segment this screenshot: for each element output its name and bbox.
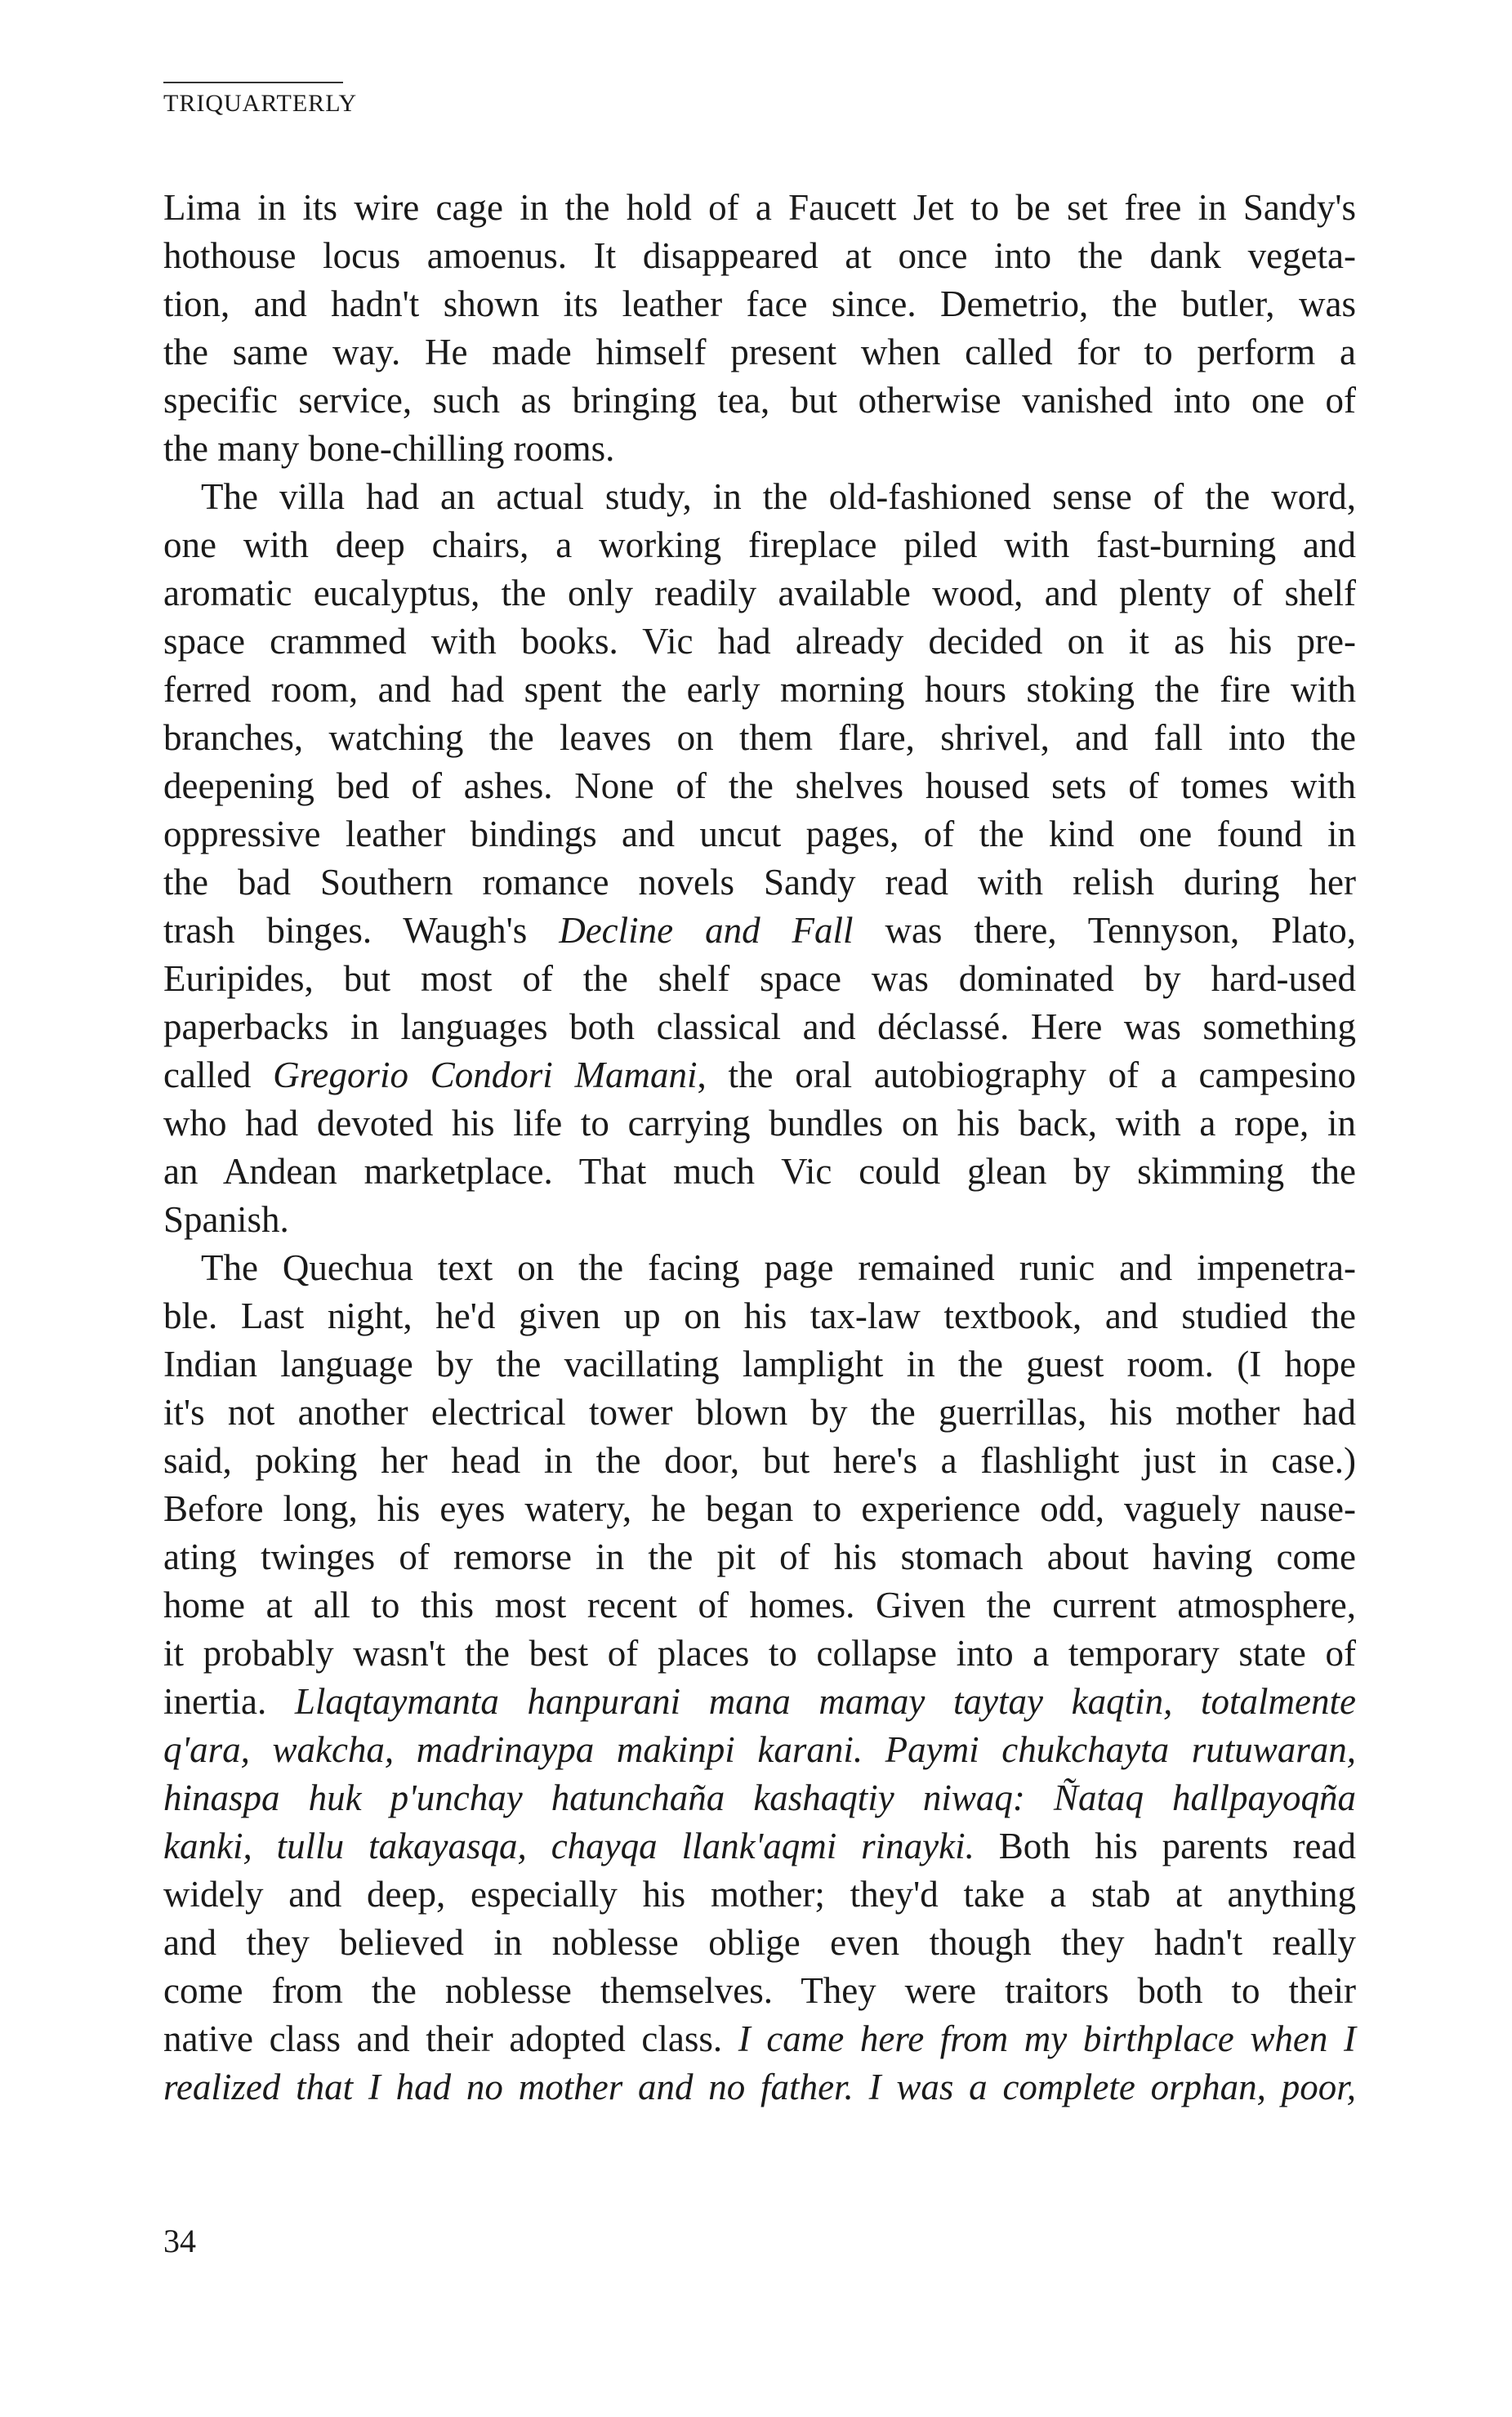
quechua-passage: kanki, tullu takayasqa, chayqa llank'aqmi rinayki. xyxy=(163,1826,975,1866)
text-line: home at all to this most recent of homes. Given the current atmosphere, xyxy=(163,1585,1356,1625)
text-segment: trash binges. Waugh's xyxy=(163,910,560,951)
text-line: ating twinges of remorse in the pit of his stomach about having come xyxy=(163,1536,1356,1577)
text-line: paperbacks in languages both classical and déclassé. Here was something xyxy=(163,1006,1356,1047)
text-line: it's not another electrical tower blown by the guerrillas, his mother had xyxy=(163,1392,1356,1433)
text-line: Lima in its wire cage in the hold of a Faucett Jet to be set free in Sandy's xyxy=(163,187,1356,228)
text-line: The Quechua text on the facing page remained runic and impenetra- xyxy=(201,1247,1356,1288)
text-line: the same way. He made himself present when called for to perform a xyxy=(163,332,1356,372)
text-line: said, poking her head in the door, but here's a flashlight just in case.) xyxy=(163,1440,1356,1481)
text-line: widely and deep, especially his mother; they'd take a stab at anything xyxy=(163,1874,1356,1915)
text-segment: native class and their adopted class. xyxy=(163,2018,738,2059)
text-segment: called xyxy=(163,1055,274,1095)
header-rule xyxy=(163,82,343,83)
text-line xyxy=(163,2015,1356,2063)
translation-passage: I came here from my birthplace when I xyxy=(738,2018,1356,2059)
text-line: one with deep chairs, a working fireplace piled with fast-burning and xyxy=(163,524,1356,565)
translation-passage-line: realized that I had no mother and no father. I was a complete orphan, poor, xyxy=(163,2067,1356,2107)
text-line xyxy=(163,907,1356,955)
text-line: ferred room, and had spent the early morning hours stoking the fire with xyxy=(163,669,1356,710)
text-line: the many bone-chilling rooms. xyxy=(163,428,615,469)
journal-title: TRIQUARTERLY xyxy=(163,90,358,117)
text-line: space crammed with books. Vic had already decided on it as his pre- xyxy=(163,621,1356,662)
paragraph-1 xyxy=(163,184,1356,473)
text-line: Euripides, but most of the shelf space was dominated by hard-used xyxy=(163,958,1356,999)
text-line xyxy=(163,1822,1356,1871)
text-segment: inertia. xyxy=(163,1681,295,1722)
text-line: Before long, his eyes watery, he began to experience odd, vaguely nause- xyxy=(163,1488,1356,1529)
text-line: oppressive leather bindings and uncut pages, of the kind one found in xyxy=(163,814,1356,854)
text-line xyxy=(163,1051,1356,1099)
text-line: hothouse locus amoenus. It disappeared at once into the dank vegeta- xyxy=(163,235,1356,276)
text-line: an Andean marketplace. That much Vic could glean by skimming the xyxy=(163,1151,1356,1192)
text-line: it probably wasn't the best of places to collapse into a temporary state of xyxy=(163,1633,1356,1674)
text-line: Indian language by the vacillating lamplight in the guest room. (I hope xyxy=(163,1344,1356,1385)
text-segment: Both his parents read xyxy=(974,1826,1356,1866)
book-title-decline-and-fall: Decline and Fall xyxy=(559,910,854,951)
text-segment: was there, Tennyson, Plato, xyxy=(853,910,1356,951)
running-header xyxy=(163,82,358,118)
text-line: and they believed in noblesse oblige even though they hadn't really xyxy=(163,1922,1356,1963)
quechua-passage: Llaqtaymanta hanpurani mana mamay taytay kaqtin, totalmente xyxy=(294,1681,1356,1722)
body-text xyxy=(163,184,1356,2112)
text-line: aromatic eucalyptus, the only readily available wood, and plenty of shelf xyxy=(163,573,1356,613)
quechua-passage-line: q'ara, wakcha, madrinaypa makinpi karani. Paymi chukchayta rutuwaran, xyxy=(163,1729,1356,1770)
book-title-gregorio-condori-mamani: Gregorio Condori Mamani xyxy=(273,1055,698,1095)
text-line: who had devoted his life to carrying bundles on his back, with a rope, in xyxy=(163,1103,1356,1144)
text-line: ble. Last night, he'd given up on his tax-law textbook, and studied the xyxy=(163,1295,1356,1336)
page-number: 34 xyxy=(163,2223,196,2259)
text-line: Spanish. xyxy=(163,1199,289,1240)
text-line: tion, and hadn't shown its leather face since. Demetrio, the butler, was xyxy=(163,283,1356,324)
text-line: specific service, such as bringing tea, but otherwise vanished into one of xyxy=(163,380,1356,421)
text-line xyxy=(163,1678,1356,1726)
text-line: the bad Southern romance novels Sandy read with relish during her xyxy=(163,862,1356,903)
quechua-passage-line: hinaspa huk p'unchay hatunchaña kashaqtiy niwaq: Ñataq hallpayoqña xyxy=(163,1777,1356,1818)
text-line: The villa had an actual study, in the old-fashioned sense of the word, xyxy=(201,476,1356,517)
paragraph-3 xyxy=(163,1244,1356,2112)
text-line: branches, watching the leaves on them flare, shrivel, and fall into the xyxy=(163,717,1356,758)
text-segment: , the oral autobiography of a campesino xyxy=(697,1055,1356,1095)
paragraph-2 xyxy=(163,473,1356,1244)
text-line: come from the noblesse themselves. They were traitors both to their xyxy=(163,1970,1356,2011)
text-line: deepening bed of ashes. None of the shelves housed sets of tomes with xyxy=(163,765,1356,806)
